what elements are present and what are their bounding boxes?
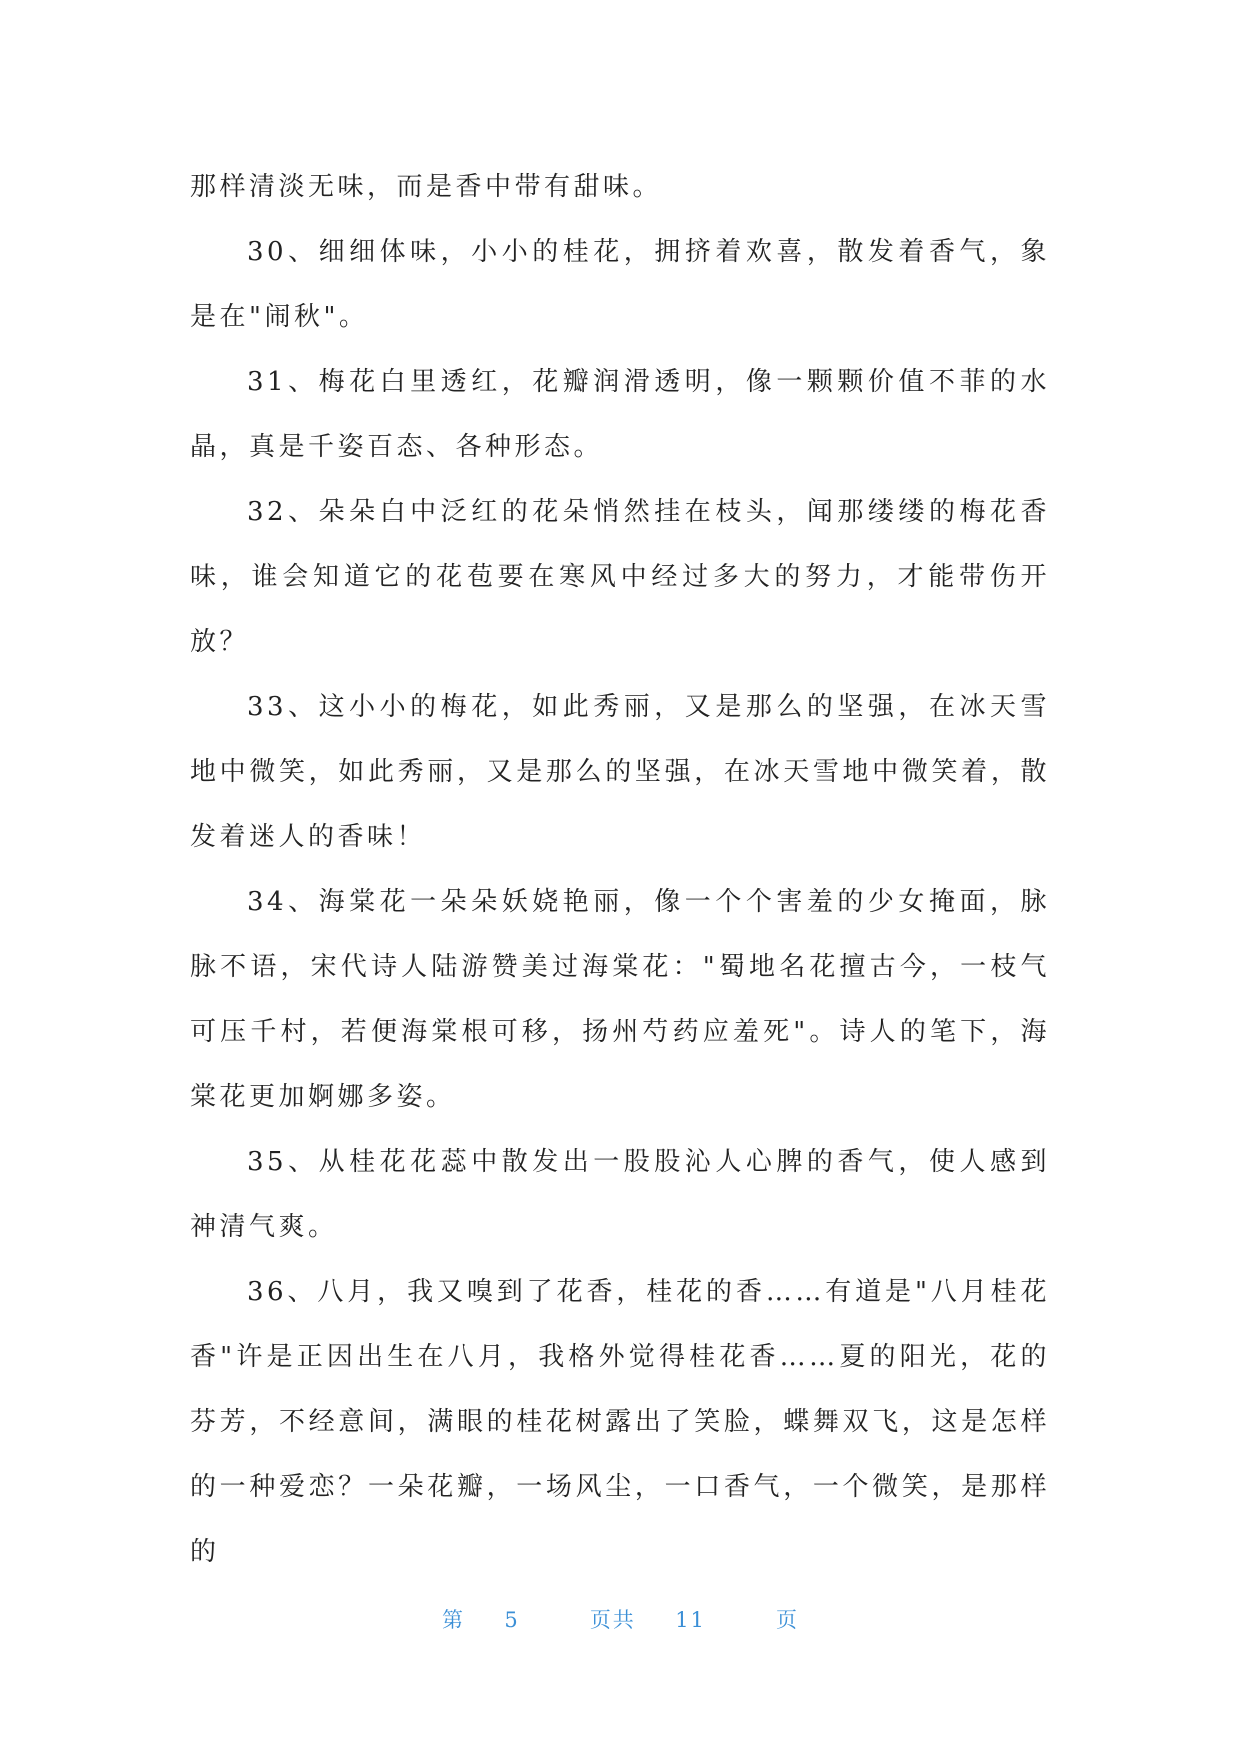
paragraph: 31、梅花白里透红，花瓣润滑透明，像一颗颗价值不菲的水晶，真是千姿百态、各种形态。 [190,367,1050,462]
current-page-number: 5 [504,1608,520,1632]
body-text [190,155,1050,1585]
footer-middle: 页共 [589,1608,636,1632]
paragraph: 34、海棠花一朵朵妖娆艳丽，像一个个害羞的少女掩面，脉脉不语，宋代诗人陆游赞美过海棠花："蜀地名花擅古今，一枝气可压千村，若便海棠根可移，扬州芍药应羞死"。诗人的笔下，海棠花更加婀娜多姿。 [190,887,1050,1112]
paragraph: 那样清淡无味，而是香中带有甜味。 [190,172,663,202]
footer-suffix: 页 [775,1608,799,1632]
paragraph: 30、细细体味，小小的桂花，拥挤着欢喜，散发着香气，象是在"闹秋"。 [190,237,1050,332]
paragraph: 32、朵朵白中泛红的花朵悄然挂在枝头，闻那缕缕的梅花香味，谁会知道它的花苞要在寒风中经过多大的努力，才能带伤开放？ [190,497,1050,657]
paragraph: 36、八月，我又嗅到了花香，桂花的香……有道是"八月桂花香"许是正因出生在八月，我格外觉得桂花香……夏的阳光，花的芬芳，不经意间，满眼的桂花树露出了笑脸，蝶舞双飞，这是怎样的一种爱恋？一朵花瓣，一场风尘，一口香气，一个微笑，是那样的 [190,1277,1050,1567]
paragraph: 35、从桂花花蕊中散发出一股股沁人心脾的香气，使人感到神清气爽。 [190,1147,1050,1242]
paragraph: 33、这小小的梅花，如此秀丽，又是那么的坚强，在冰天雪地中微笑，如此秀丽，又是那么的坚强，在冰天雪地中微笑着，散发着迷人的香味！ [190,692,1050,852]
total-page-number: 11 [675,1608,706,1632]
page-footer [0,1604,1241,1634]
footer-prefix: 第 [442,1608,465,1632]
